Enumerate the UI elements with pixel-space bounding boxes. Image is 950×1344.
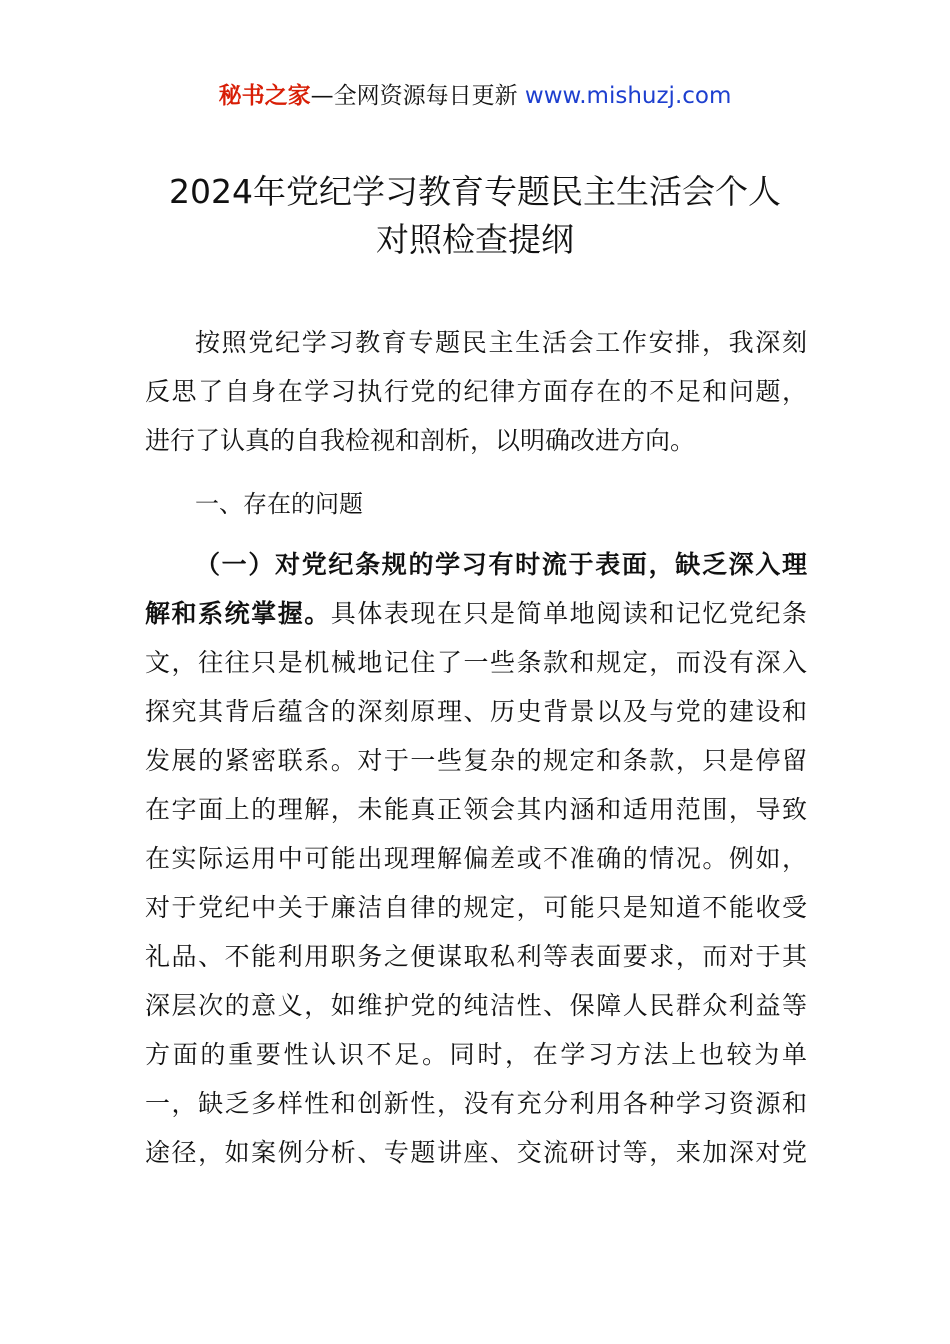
paragraph-line: 方面的重要性认识不足。同时，在学习方法上也较为单 — [145, 1040, 807, 1069]
paragraph-line: 反思了自身在学习执行党的纪律方面存在的不足和问题， — [145, 377, 807, 406]
header-slogan: —全网资源每日更新 — [310, 83, 525, 109]
site-header — [0, 80, 950, 112]
subsection-heading-end: 解和系统掌握。 — [145, 599, 331, 628]
document-title — [120, 168, 830, 264]
paragraph-line: 礼品、不能利用职务之便谋取私利等表面要求，而对于其 — [145, 942, 807, 971]
site-url-link[interactable]: www.mishuzj.com — [524, 83, 732, 109]
paragraph-line: 途径，如案例分析、专题讲座、交流研讨等，来加深对党 — [145, 1138, 807, 1167]
paragraph-line: 一，缺乏多样性和创新性，没有充分利用各种学习资源和 — [145, 1089, 807, 1118]
subsection-paragraph — [145, 540, 807, 1177]
paragraph-line: 在字面上的理解，未能真正领会其内涵和适用范围，导致 — [145, 795, 807, 824]
paragraph-line: 在实际运用中可能出现理解偏差或不准确的情况。例如， — [145, 844, 807, 873]
section-heading: 一、存在的问题 — [195, 490, 363, 518]
paragraph-line: 发展的紧密联系。对于一些复杂的规定和条款，只是停留 — [145, 746, 807, 775]
paragraph-line — [145, 589, 807, 638]
paragraph-line: 探究其背后蕴含的深刻原理、历史背景以及与党的建设和 — [145, 697, 807, 726]
title-line: 2024年党纪学习教育专题民主生活会个人 — [169, 172, 781, 211]
paragraph-line: 对于党纪中关于廉洁自律的规定，可能只是知道不能收受 — [145, 893, 807, 922]
title-line: 对照检查提纲 — [376, 220, 574, 259]
paragraph-line: 文，往往只是机械地记住了一些条款和规定，而没有深入 — [145, 648, 807, 677]
brand-name: 秘书之家 — [218, 83, 311, 109]
paragraph-text: 具体表现在只是简单地阅读和记忆党纪条 — [330, 599, 807, 628]
subsection-heading: （一）对党纪条规的学习有时流于表面，缺乏深入理 — [195, 550, 807, 579]
paragraph-line: 按照党纪学习教育专题民主生活会工作安排，我深刻 — [195, 328, 807, 357]
paragraph-line: 进行了认真的自我检视和剖析，以明确改进方向。 — [145, 426, 696, 455]
paragraph-line: 深层次的意义，如维护党的纯洁性、保障人民群众利益等 — [145, 991, 807, 1020]
intro-paragraph — [145, 318, 807, 465]
